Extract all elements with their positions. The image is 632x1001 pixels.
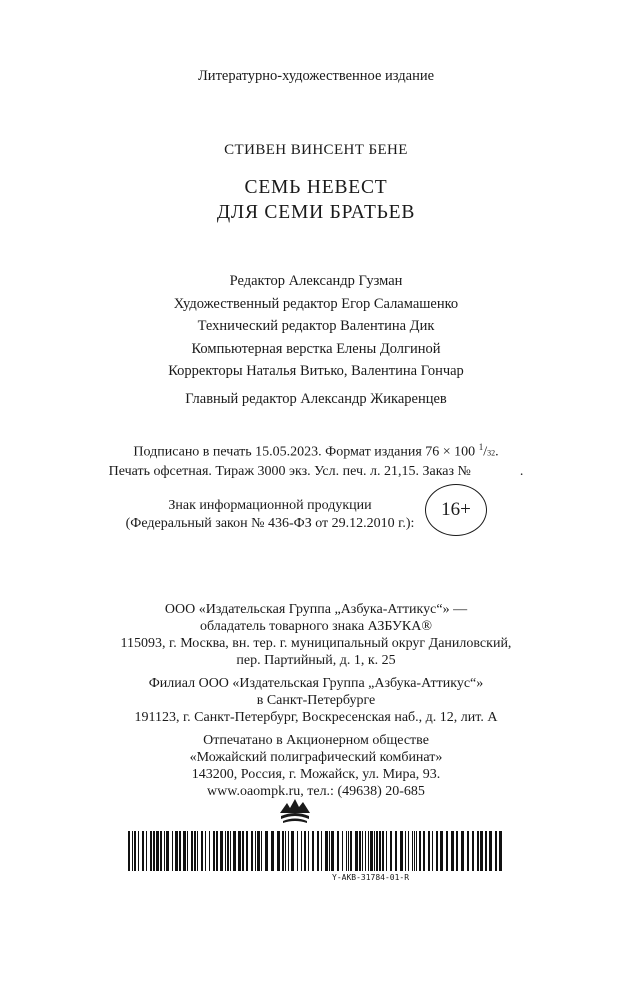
credit-art-editor: Художественный редактор Егор Саламашенко [173,295,459,312]
barcode-bar [146,831,147,871]
barcode-bar [317,831,319,871]
barcode-bar [175,831,178,871]
barcode-bar [414,831,415,871]
barcode-bar [301,831,302,871]
publisher-line: обладатель товарного знака АЗБУКА® [200,619,432,634]
barcode-bar [461,831,464,871]
barcode-bar [160,831,162,871]
branch-line: 191123, г. Санкт-Петербург, Воскресенская наб., д. 12, лит. А [134,710,498,725]
barcode-bar [138,831,139,871]
barcode-bar [359,831,361,871]
barcode-bar [142,831,144,871]
barcode-bar [150,831,152,871]
barcode-bar [242,831,244,871]
barcode-bar [201,831,203,871]
credit-tech-editor: Технический редактор Валентина Дик [197,318,435,334]
barcode-bar [337,831,339,871]
barcode-bar [282,831,284,871]
barcode-bar [376,831,378,871]
printer-line: www.oaompk.ru, тел.: (49638) 20-685 [207,784,425,799]
barcode-bar [233,831,236,871]
barcode-bar [355,831,358,871]
barcode-bar [405,831,406,871]
barcode-bar [419,831,421,871]
barcode-bar [480,831,483,871]
barcode-bar [370,831,373,871]
barcode-bar [277,831,280,871]
publisher-line: пер. Партийный, д. 1, к. 25 [236,653,396,668]
branch-line: в Санкт-Петербурге [256,693,376,708]
barcode-bar [451,831,454,871]
barcode-bar [227,831,229,871]
title-line-1: СЕМЬ НЕВЕСТ [244,177,388,198]
barcode-bar [132,831,133,871]
barcode-bar [297,831,298,871]
barcode-bar [304,831,306,871]
barcode-bar [467,831,469,871]
barcode-bar [416,831,417,871]
barcode-bar [255,831,256,871]
barcode-bar [166,831,169,871]
barcode-bar [257,831,260,871]
barcode-bar [172,831,173,871]
barcode-bar [134,831,136,871]
barcode-bar [216,831,218,871]
credit-editor: Редактор Александр Гузман [229,273,403,289]
barcode-bar [412,831,413,871]
barcode-bar [489,831,492,871]
barcode-bar [477,831,479,871]
barcode-bar [271,831,274,871]
barcode-bar [153,831,155,871]
barcode-bar [194,831,196,871]
title-line-2: ДЛЯ СЕМИ БРАТЬЕВ [216,202,416,223]
barcode-bar [440,831,443,871]
barcode-bar [346,831,347,871]
print-format-text: Подписано в печать 15.05.2023. Формат издания 76 × 100 [133,444,479,460]
barcode-bar [390,831,392,871]
barcode-bar [365,831,366,871]
barcode-bar [128,831,130,871]
print-info [0,438,632,481]
barcode-bar [205,831,206,871]
age-notice-line-1: Знак информационной продукции [168,498,372,513]
barcode-bar [386,831,387,871]
barcode-bar [156,831,159,871]
credit-chief-editor: Главный редактор Александр Жикаренцев [185,390,447,407]
imprint-block [0,601,632,800]
barcode-bar [191,831,193,871]
credit-proofreaders: Корректоры Наталья Витько, Валентина Гончар [168,363,464,379]
credits-block [0,270,632,410]
barcode-bar [238,831,241,871]
barcode-bar [312,831,314,871]
branch-line: Филиал ООО «Издательская Группа „Азбука-Аттикус“» [148,676,484,691]
barcode-bar [499,831,502,871]
barcode-bar [329,831,330,871]
barcode-bar [265,831,268,871]
printer-line: «Можайский полиграфический комбинат» [189,750,443,765]
barcode-bar [321,831,322,871]
barcode-bar [350,831,352,871]
barcode-bar [285,831,286,871]
barcode-bar [288,831,289,871]
barcode-bar [225,831,226,871]
genre-label: Литературно-художественное издание [197,68,435,84]
format-fraction-numerator: 1 [478,442,484,452]
author-name: СТИВЕН ВИНСЕНТ БЕНЕ [224,142,408,158]
barcode-bar [164,831,165,871]
print-info-line-1: Подписано в печать 15.05.2023. Формат издания 76 × 100 $^1$/32. [133,442,499,460]
barcode-bar [261,831,262,871]
barcode-icon [128,831,503,871]
barcode-bar [495,831,497,871]
barcode-bar [179,831,181,871]
print-info-line-2: Печать офсетная. Тираж 3000 экз. Усл. печ. л. 21,15. Заказ № . [108,463,524,479]
barcode-bar [246,831,248,871]
barcode-bar [325,831,328,871]
barcode-bar [408,831,409,871]
barcode-bar [251,831,253,871]
credit-layout: Компьютерная верстка Елены Долгиной [191,340,441,357]
printer-line: Отпечатано в Акционерном обществе [203,733,429,748]
barcode-bar [291,831,294,871]
printer-line: 143200, Россия, г. Можайск, ул. Мира, 93. [191,767,441,782]
publisher-line: ООО «Издательская Группа „Азбука-Аттикус“» — [164,602,468,617]
barcode-bar [423,831,425,871]
barcode-label: Y-AKB-31784-01-R [332,873,410,882]
barcode-bar [183,831,186,871]
barcode-bar [456,831,458,871]
barcode-bar [436,831,438,871]
barcode-bar [230,831,231,871]
barcode-bar [362,831,363,871]
barcode-bar [432,831,433,871]
barcode-bar [331,831,334,871]
book-title [0,175,632,225]
print-format-end: . [495,444,499,460]
barcode-bar [400,831,403,871]
format-fraction-denominator: 32 [487,448,496,458]
barcode-bar [379,831,381,871]
printer-logo-icon [278,795,312,825]
barcode-bar [220,831,223,871]
barcode-bar [485,831,487,871]
barcode-bar [348,831,349,871]
barcode-bar [446,831,448,871]
barcode-bar [382,831,384,871]
barcode-bar [368,831,369,871]
barcode-bar [342,831,343,871]
barcode-bar [213,831,215,871]
age-notice-line-2: (Федеральный закон № 436-ФЗ от 29.12.2010 г.): [125,516,415,531]
barcode-bar [187,831,188,871]
barcode-bar [197,831,198,871]
publisher-line: 115093, г. Москва, вн. тер. г. муниципальный округ Даниловский, [120,636,512,651]
barcode-bar [308,831,309,871]
age-rating-badge: 16+ [425,484,487,536]
barcode-bar [428,831,430,871]
barcode-bar [395,831,397,871]
barcode-bar [374,831,375,871]
barcode-bar [472,831,474,871]
barcode-bar [209,831,210,871]
age-notice [120,497,420,533]
